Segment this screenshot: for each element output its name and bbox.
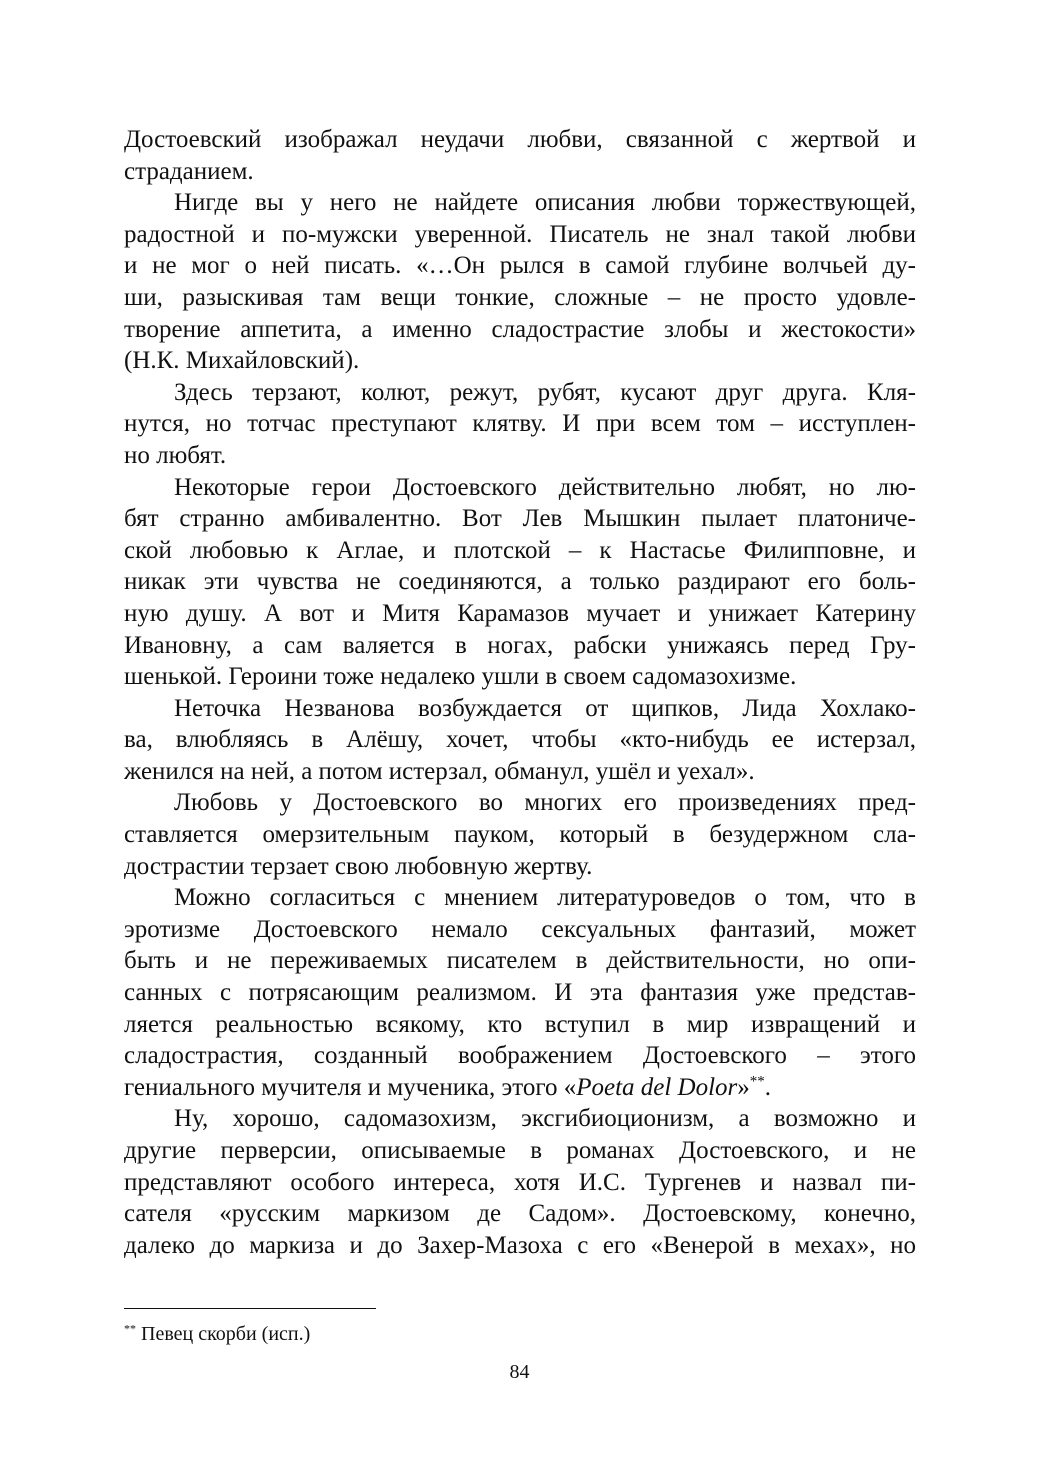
text-line: Достоевский изображал неудачи любви, связанной с жертвой и	[124, 126, 916, 153]
text-line: представляют особого интереса, хотя И.С. Тургенев и назвал пи-	[124, 1168, 916, 1196]
text-line: санных с потрясающим реализмом. И эта фантазия уже представ-	[124, 979, 916, 1007]
text-line: шенькой. Героини тоже недалеко ушли в своем садомазохизме.	[124, 663, 797, 691]
text-line: страданием.	[124, 157, 254, 185]
text-line: далеко до маркиза и до Захер-Мазоха с его «Венерой в мехах», но	[124, 1231, 916, 1259]
text-line: дострастии терзает свою любовную жертву.	[124, 852, 593, 880]
text-line: бят странно амбивалентно. Вот Лев Мышкин пылает платониче-	[124, 505, 916, 533]
body-text	[124, 124, 916, 1072]
text-line: Здесь терзают, колют, режут, рубят, кусают друг друга. Кля-	[174, 378, 916, 406]
page-body	[124, 124, 916, 1261]
text-line: радостной и по-мужски уверенной. Писатель не знал такой любви	[124, 220, 916, 248]
footnote-marker: **	[124, 1321, 136, 1336]
text-line: (Н.К. Михайловский).	[124, 347, 360, 375]
text-line: Некоторые герои Достоевского действительно любят, но лю-	[174, 473, 916, 501]
text-line: но любят.	[124, 441, 227, 469]
text-line: сателя «русским маркизом де Садом». Достоевскому, конечно,	[124, 1200, 916, 1228]
text-line: Можно согласиться с мнением литературоведов о том, что в	[174, 884, 916, 912]
page-number: 84	[509, 1361, 530, 1383]
text-line: ляется реальностью всякому, кто вступил в мир извращений и	[124, 1010, 916, 1038]
footnote-separator	[124, 1308, 376, 1309]
footnote	[124, 1322, 310, 1346]
text-line: и не мог о ней писать. «…Он рылся в самой глубине волчьей ду-	[124, 252, 916, 280]
text-line-footnote-ref: гениального мучителя и мученика, этого «Poeta del Dolor»**.	[124, 1073, 772, 1101]
text-line: женился на ней, а потом истерзал, обманул, ушёл и уехал».	[124, 757, 755, 785]
footnote-ref: **	[749, 1073, 765, 1090]
text-line: Ну, хорошо, садомазохизм, эксгибиоционизм, а возможно и	[174, 1105, 916, 1133]
text-line: ставляется омерзительным пауком, который в безудержном сла-	[124, 821, 916, 849]
text-line: ва, влюбляясь в Алёшу, хочет, чтобы «кто-нибудь ее истерзал,	[124, 726, 916, 754]
italic-phrase: Poeta del Dolor	[576, 1073, 738, 1101]
text-line: никак эти чувства не соединяются, а только раздирают его боль-	[124, 568, 916, 596]
text-line: быть и не переживаемых писателем в действительности, но опи-	[124, 947, 916, 975]
text-line: творение аппетита, а именно сладострастие злобы и жестокости»	[124, 315, 916, 343]
text-line: ской любовью к Аглае, и плотской – к Настасье Филипповне, и	[124, 536, 916, 564]
text-line: Ивановну, а сам валяется в ногах, рабски унижаясь перед Гру-	[124, 631, 916, 659]
text-line: Неточка Незванова возбуждается от щипков, Лида Хохлако-	[174, 694, 916, 722]
text-line: сладострастия, созданный воображением Достоевского – этого	[124, 1042, 916, 1070]
text-line: Нигде вы у него не найдете описания любви торжествующей,	[174, 189, 916, 217]
body-text-continued	[124, 1103, 916, 1261]
text-line: нутся, но тотчас преступают клятву. И при всем том – исступлен-	[124, 410, 916, 438]
text-line: другие перверсии, описываемые в романах Достоевского, и не	[124, 1137, 916, 1164]
footnote-text: Певец скорби (исп.)	[136, 1323, 311, 1345]
text-line: Любовь у Достоевского во многих его произведениях пред-	[174, 789, 916, 817]
text-line: ши, разыскивая там вещи тонкие, сложные – не просто удовле-	[124, 283, 916, 311]
text-line: ную душу. А вот и Митя Карамазов мучает и унижает Катерину	[124, 599, 916, 627]
text-line: эротизме Достоевского немало сексуальных фантазий, может	[124, 915, 916, 943]
